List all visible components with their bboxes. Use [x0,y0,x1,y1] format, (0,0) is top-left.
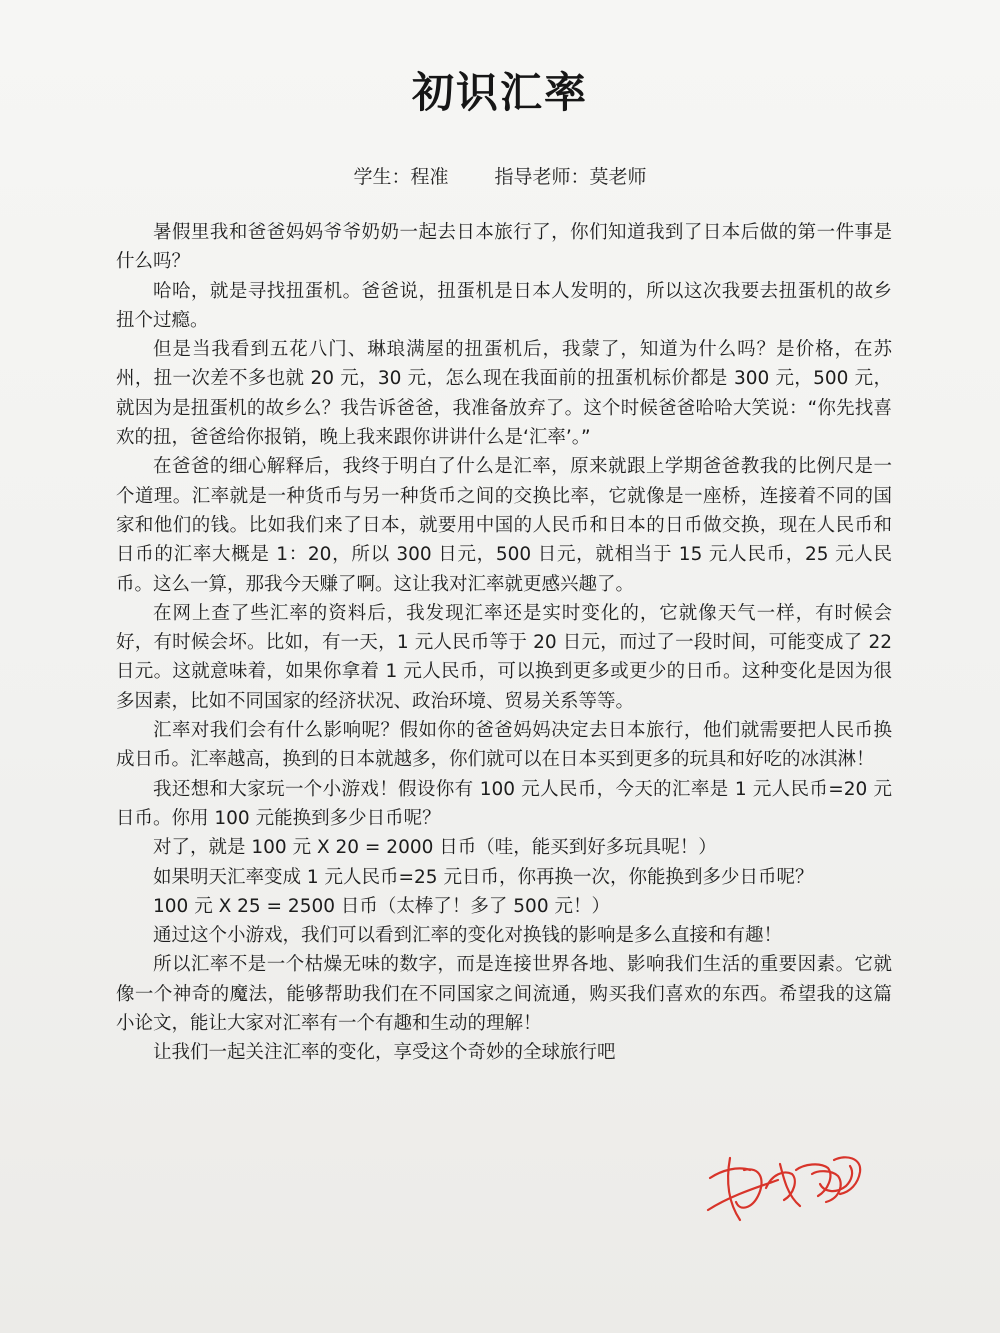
paragraph-3: 但是当我看到五花八门、琳琅满屋的扭蛋机后，我蒙了，知道为什么吗？是价格，在苏州，扭一次差不多也就 20 元，30 元，怎么现在我面前的扭蛋机标价都是 300 元，500 元，就因为是扭蛋机的故乡么？我告诉爸爸，我准备放弃了。这个时候爸爸哈哈大笑说：“你先找喜欢的扭，爸爸给你报销，晚上我来跟你讲讲什么是‘汇率’。” [116,339,892,449]
paragraph-9: 如果明天汇率变成 1 元人民币=25 元日币，你再换一次，你能换到多少日币呢？ [153,866,814,888]
paragraph-13: 让我们一起关注汇率的变化，享受这个奇妙的全球旅行吧 [153,1042,616,1064]
essay-title: 初识汇率 [411,68,588,117]
red-ink-signature-icon [700,1140,875,1235]
paragraph-5: 在网上查了些汇率的资料后，我发现汇率还是实时变化的，它就像天气一样，有时候会好，有时候会坏。比如，有一天，1 元人民币等于 20 日元，而过了一段时间，可能变成了 22 日元。这就意味着，如果你拿着 1 元人民币，可以换到更多或更少的日币。这种变化是因为很多因素，比如不同国家的经济状况、政治环境、贸易关系等等。 [116,602,892,712]
paragraph-7: 我还想和大家玩一个小游戏！假设你有 100 元人民币，今天的汇率是 1 元人民币=20 元日币。你用 100 元能换到多少日币呢？ [116,778,892,829]
paragraph-8: 对了，就是 100 元 X 20 = 2000 日币（哇，能买到好多玩具呢！） [153,837,717,859]
teacher-name: 指导老师：莫老师 [494,166,647,188]
paragraph-1: 暑假里我和爸爸妈妈爷爷奶奶一起去日本旅行了，你们知道我到了日本后做的第一件事是什么吗？ [116,222,892,273]
essay-body [116,218,892,1068]
paragraph-10: 100 元 X 25 = 2500 日币（太棒了！多了 500 元！） [153,895,610,917]
paragraph-12: 所以汇率不是一个枯燥无味的数字，而是连接世界各地、影响我们生活的重要因素。它就像一个神奇的魔法，能够帮助我们在不同国家之间流通，购买我们喜欢的东西。希望我的这篇小论文，能让大家对汇率有一个有趣和生动的理解！ [116,954,892,1035]
paragraph-6: 汇率对我们会有什么影响呢？假如你的爸爸妈妈决定去日本旅行，他们就需要把人民币换成日币。汇率越高，换到的日本就越多，你们就可以在日本买到更多的玩具和好吃的冰淇淋！ [116,720,892,771]
paragraph-4: 在爸爸的细心解释后，我终于明白了什么是汇率，原来就跟上学期爸爸教我的比例尺是一个道理。汇率就是一种货币与另一种货币之间的交换比率，它就像是一座桥，连接着不同的国家和他们的钱。比如我们来了日本，就要用中国的人民币和日本的日币做交换，现在人民币和日币的汇率大概是 1：20，所以 300 日元，500 日元，就相当于 15 元人民币，25 元人民币。这么一算，那我今天赚了啊。这让我对汇率就更感兴趣了。 [116,456,892,595]
paragraph-11: 通过这个小游戏，我们可以看到汇率的变化对换钱的影响是多么直接和有趣！ [153,925,783,947]
byline [0,162,1000,189]
student-name: 学生：程准 [353,166,449,188]
paragraph-2: 哈哈，就是寻找扭蛋机。爸爸说，扭蛋机是日本人发明的，所以这次我要去扭蛋机的故乡扭个过瘾。 [116,280,892,331]
